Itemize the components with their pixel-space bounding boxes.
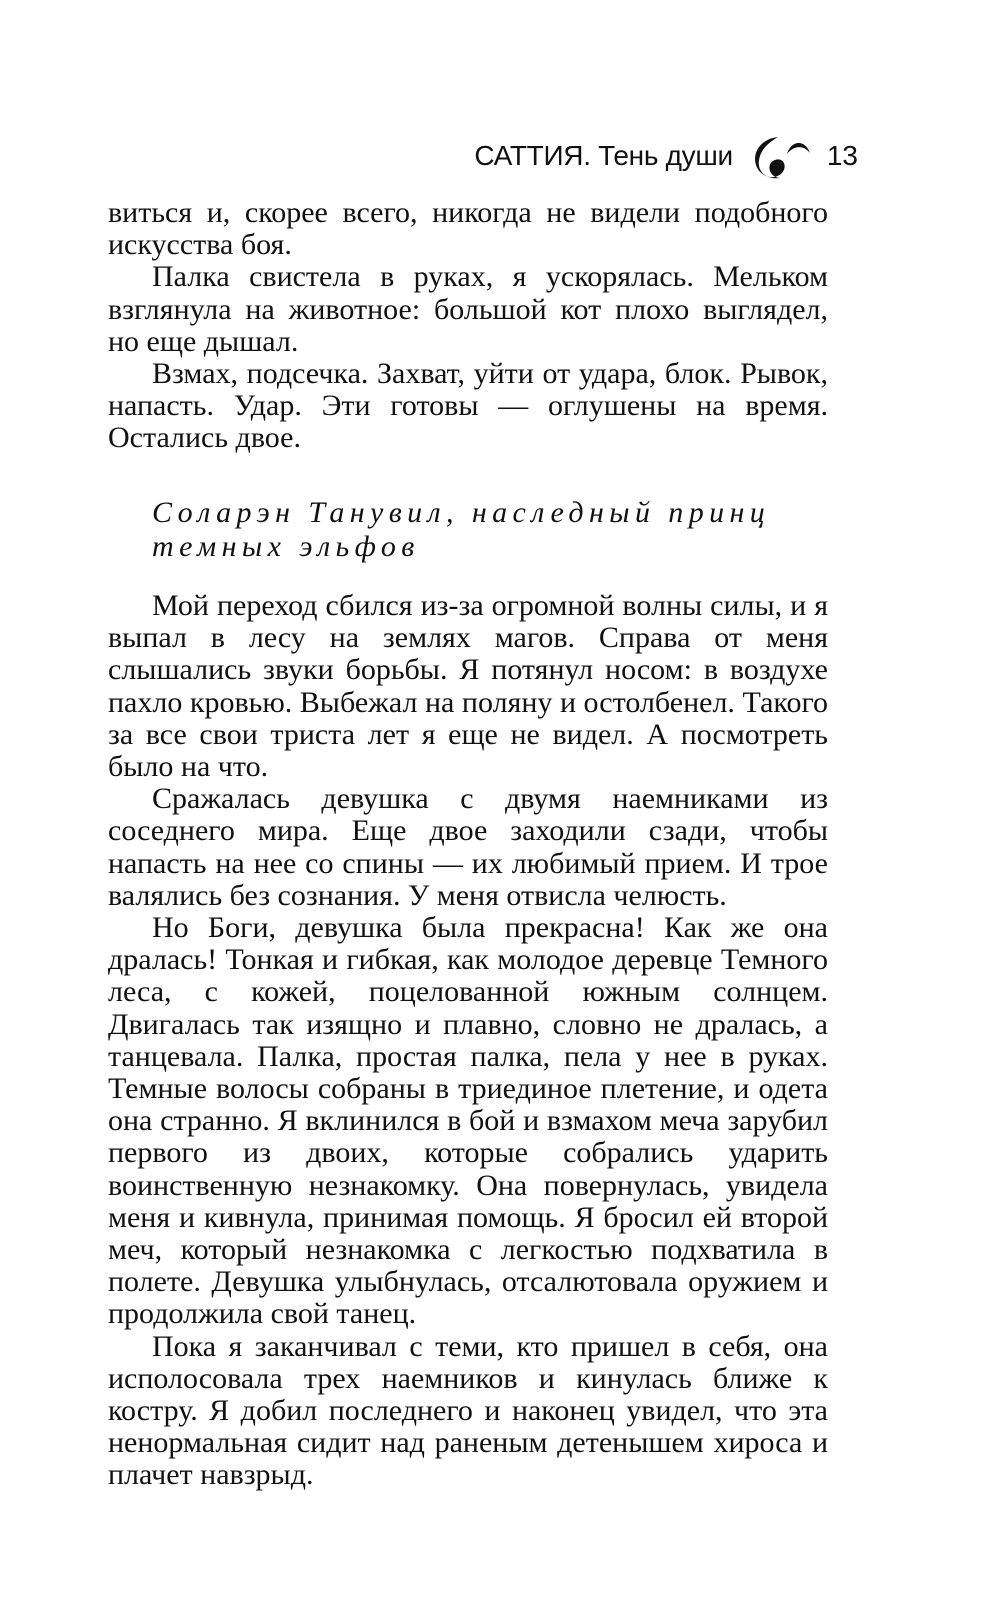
paragraph: Палка свистела в руках, я ускорялась. Мельком взглянула на животное: большой кот плохо выглядел, но еще дышал. [108, 260, 828, 358]
paragraph: Сражалась девушка с двумя наемниками из соседнего мира. Еще двое заходили сзади, чтобы напасть на нее со спины — их любимый прием. И трое валялись без сознания. У меня отвисла челюсть. [108, 782, 828, 912]
running-head [474, 128, 858, 184]
paragraph: Пока я заканчивал с теми, кто пришел в себя, она исполосовала трех наемников и кинулась ближе к костру. Я добил последнего и наконец увидел, что эта ненормальная сидит над раненым детенышем хироса и плачет навзрыд. [108, 1329, 828, 1492]
swirl-logo-icon [751, 128, 811, 184]
paragraph: виться и, скорее всего, никогда не видели подобного искусства боя. [108, 196, 828, 262]
text-section-2 [108, 590, 828, 1492]
page-number: 13 [826, 140, 858, 171]
book-title: САТТИЯ. Тень души [474, 140, 733, 171]
text-section-1 [108, 197, 828, 455]
paragraph: Мой переход сбился из-за огромной волны силы, и я выпал в лесу на землях магов. Справа от меня слышались звуки борьбы. Я потянул носом: в воздухе пахло кровью. Выбежал на поляну и остолбенел. Такого за все свои триста лет я еще не видел. А посмотреть было на что. [108, 589, 828, 784]
paragraph: Но Боги, девушка была прекрасна! Как же она дралась! Тонкая и гибкая, как молодое деревце Темного леса, с кожей, поцелованной южным солнцем. Двигалась так изящно и плавно, словно не дралась, а танцевала. Палка, простая палка, пела у нее в руках. Темные волосы собраны в триединое плетение, и одета она странно. Я вклинился в бой и взмахом меча зарубил первого из двоих, которые собрались ударить воинственную незнакомку. Она повернулась, увидела меня и кивнула, принимая помощь. Я бросил ей второй меч, который незнакомка с легкостью подхватила в полете. Девушка улыбнулась, отсалютовала оружием и продолжила свой танец. [108, 911, 828, 1331]
paragraph: Взмах, подсечка. Захват, уйти от удара, блок. Рывок, напасть. Удар. Эти готовы — оглушены на время. Остались двое. [108, 357, 828, 455]
chapter-heading: Соларэн Танувил, наследный принц темных эльфов [152, 496, 771, 563]
